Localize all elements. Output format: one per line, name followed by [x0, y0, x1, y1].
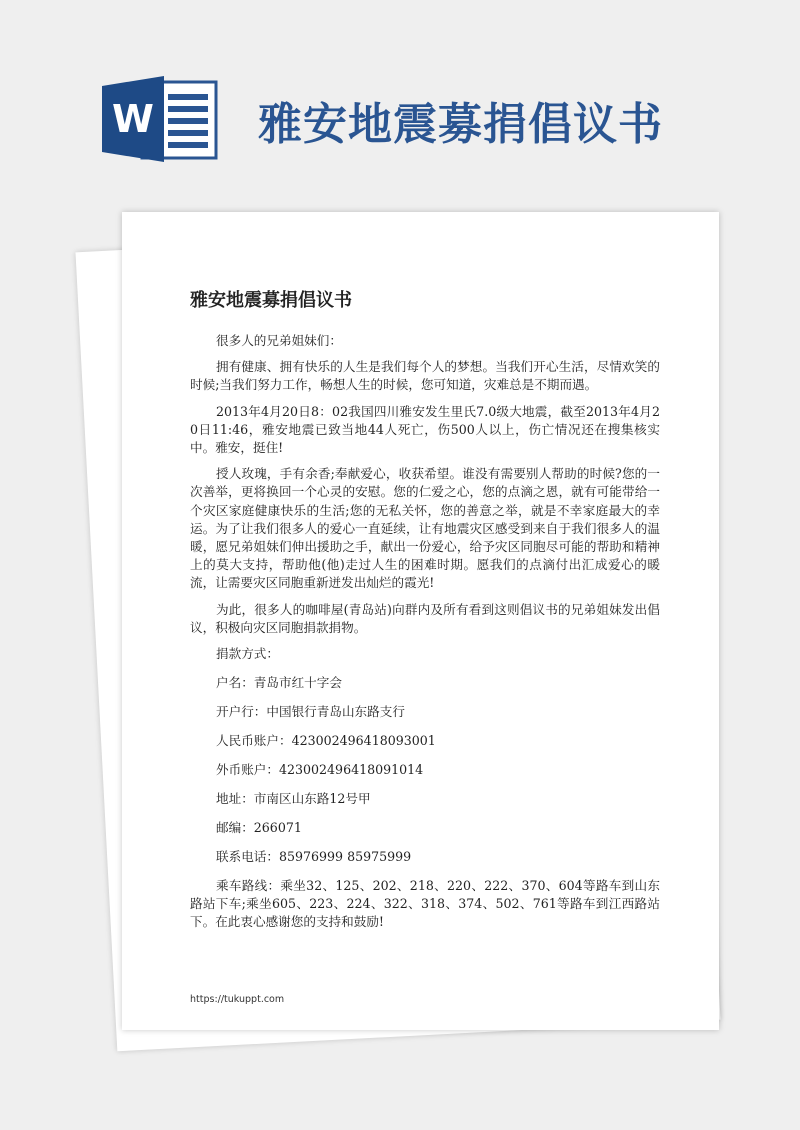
footer-url: https://tukuppt.com: [190, 994, 285, 1005]
document-page: [122, 212, 719, 1030]
foreign-currency-account: 外币账户：423002496418091014: [216, 762, 424, 778]
paragraph: 为此，很多人的咖啡屋(青岛站)向群内及所有看到这则倡议书的兄弟姐妹发出倡议，积极向灾区同胞捐款捐物。: [190, 601, 660, 635]
word-icon-letter: W: [112, 97, 154, 141]
header-title: 雅安地震募捐倡议书: [258, 99, 663, 150]
paragraph: 授人玫瑰，手有余香;奉献爱心，收获希望。谁没有需要别人帮助的时候?您的一次善举，更将换回一个心灵的安慰。您的仁爱之心，您的点滴之恩，就有可能带给一个灾区家庭健康快乐的生活;您的无私关怀，您的善意之举，就是不幸家庭最大的幸运。为了让我们很多人的爱心一直延续，让有地震灾区感受到来自于我们很多人的温暖，愿兄弟姐妹们伸出援助之手，献出一份爱心，给予灾区同胞尽可能的帮助和精神上的莫大支持，帮助他(他)走过人生的困难时期。愿我们的点滴付出汇成爱心的暖流，让需要灾区同胞重新迸发出灿烂的霞光!: [190, 466, 660, 591]
account-name: 户名：青岛市红十字会: [216, 675, 342, 691]
bus-route-paragraph: 乘车路线：乘坐32、125、202、218、220、222、370、604等路车到山东路站下车;乘坐605、223、224、322、318、374、502、761等路车到江西路站下。在此衷心感谢您的支持和鼓励!: [190, 878, 660, 930]
bank-name: 开户行：中国银行青岛山东路支行: [216, 704, 405, 720]
address: 地址：市南区山东路12号甲: [216, 791, 371, 807]
document-title: 雅安地震募捐倡议书: [190, 290, 352, 311]
greeting: 很多人的兄弟姐妹们：: [216, 333, 342, 348]
header: [0, 0, 800, 200]
rmb-account: 人民币账户：423002496418093001: [216, 733, 436, 749]
paragraph: 拥有健康、拥有快乐的人生是我们每个人的梦想。当我们开心生活，尽情欢笑的时候;当我们努力工作，畅想人生的时候，您可知道，灾难总是不期而遇。: [190, 359, 660, 393]
postal-code: 邮编：266071: [216, 820, 302, 836]
contact-phone: 联系电话：85976999 85975999: [216, 849, 412, 865]
paragraph: 2013年4月20日8：02我国四川雅安发生里氏7.0级大地震，截至2013年4月20日11:46，雅安地震已致当地44人死亡，伤500人以上，伤亡情况还在搜集核实中。雅安，挺住!: [190, 403, 660, 456]
document-body: [190, 286, 660, 940]
word-document-icon: [102, 76, 220, 162]
donation-method-label: 捐款方式：: [216, 646, 279, 662]
